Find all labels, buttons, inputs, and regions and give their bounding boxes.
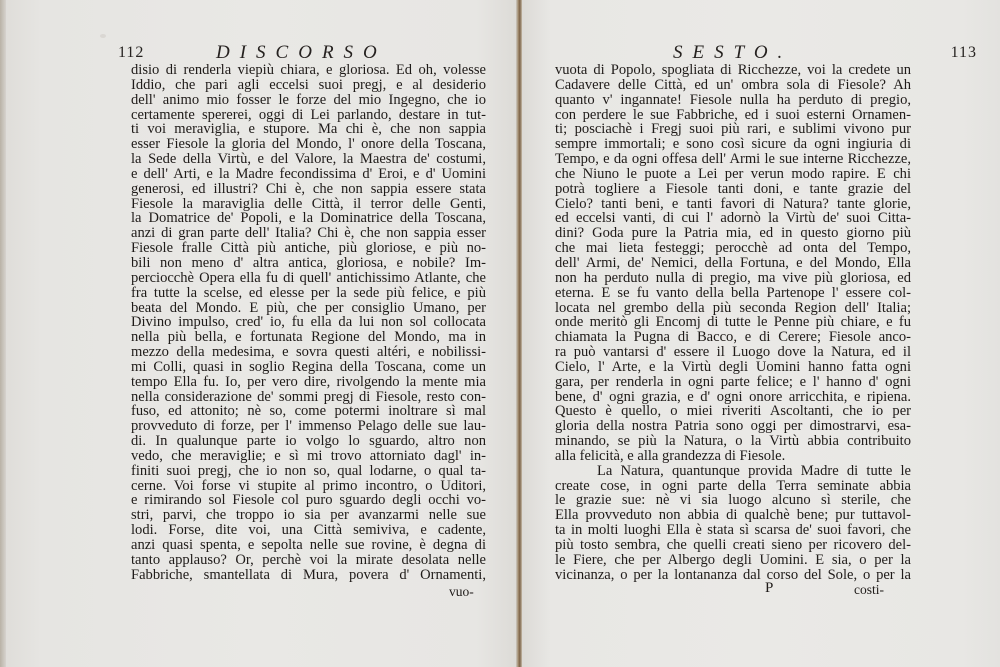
text-line: mezzo della medesima, e sovra questi altéri, e nobilissi- [131, 344, 486, 361]
text-line: gara, per renderla in ogni parte felice; e l' hanno d' ogni [555, 373, 911, 390]
text-line: ed eccelsi vanti, di cui l' adornò la Virtù de' suoi Citta- [555, 210, 911, 227]
text-line: bili non meno d' altra antica, gloriosa, e nobile? Im- [131, 254, 486, 271]
text-line: nella considerazione de' sommi pregj di Fiesole, resto con- [131, 388, 486, 405]
text-line: la Domatrice de' Popoli, e la Dominatrice della Toscana, [131, 210, 486, 227]
text-line: lodi. Forse, dite voi, una Città semiviva, e cadente, [131, 522, 486, 539]
text-line: fuso, ed attonito; nè so, come potermi inoltrare sì mal [131, 403, 486, 420]
text-line: di. In qualunque parte io volgo lo sguardo, altro non [131, 433, 486, 450]
text-line: chiamata la Pugna di Bacco, e di Cerere; Fiesole anco- [555, 329, 911, 346]
text-line: onde meritò gli Encomj di tutte le Penne più chiare, e fu [555, 314, 911, 331]
text-line: Fiesole fralle Città più antiche, più gloriose, e più no- [131, 240, 486, 257]
text-line: Cielo? tanti beni, e tanti favori di Natura? tante glorie, [555, 195, 911, 212]
text-line: e rimirando sol Fiesole col puro sguardo degli occhi vo- [131, 492, 486, 509]
page-number: 113 [950, 44, 977, 61]
text-line: Iddio, che pari agli eccelsi suoi pregj, e al desiderio [131, 76, 486, 93]
text-line: fra tutte la scelse, ed elesse per la sede più felice, e più [131, 284, 486, 301]
text-line: locata nel grembo della più seconda Region dell' Italia; [555, 299, 911, 316]
text-line: più tosto sembra, che quelli creati sieno per ricovero del- [555, 537, 911, 553]
text-line: eterna. E se fu vanto della bella Partenope l' essere col- [555, 284, 911, 301]
text-line: con perdere le sue Fabbriche, ed i suoi esterni Ornamen- [555, 106, 911, 123]
text-line: alla felicità, e alla grandezza di Fiesole. [555, 447, 786, 464]
text-line: le Fiere, che per Albergo degli Uomini. E sia, o per la [555, 551, 911, 568]
text-line: ra può vantarsi d' essere il Luogo dove la Natura, ed il [555, 344, 911, 361]
text-line: che mai lieta festeggi; perocchè ad onta del Tempo, [555, 240, 911, 257]
running-head [667, 42, 977, 62]
text-line: minando, se più la Natura, o la Virtù abbia contribuito [555, 433, 911, 450]
catchword: costi- [854, 582, 884, 597]
text-line: sempre immortali; e sono così sicure da ogni ingiuria di [555, 136, 911, 153]
running-title: SESTO. [673, 42, 793, 63]
text-line: La Natura, quantunque provida Madre di tutte le [597, 462, 911, 479]
text-line: Cadavere delle Città, ed un' ombra sola di Fiesole? Ah [555, 76, 911, 93]
text-line: generosi, ed illustri? Chi è, che non sappia essere stata [131, 180, 486, 197]
text-line: bene, d' ogni grazia, e d' ogni onore arricchita, e ripiena. [555, 388, 911, 405]
text-line: Ella provveduto non abbia di qualchè bene; pur tuttavol- [555, 507, 911, 524]
text-line: dell' Armi, de' Nemici, della Fortuna, e del Mondo, Ella [555, 254, 911, 271]
text-line: tempo Ella fu. Io, per vero dire, rivolgendo la mente mia [131, 373, 486, 390]
text-line: mi Colli, quasi in soglio Regina della Toscana, come un [131, 358, 486, 375]
text-line: create cose, in ogni parte della Terra seminate abbia [555, 477, 911, 494]
text-line: certamente spererei, oggi di Lei parlando, destare in tut- [131, 106, 486, 123]
text-line: quanto v' ingannate! Fiesole nulla ha perduto di pregio, [555, 91, 911, 108]
page-edge [0, 0, 6, 667]
right-page [522, 0, 1000, 667]
text-line: gloria della nostra Patria sono oggi per dimostrarvi, esa- [555, 418, 911, 435]
text-line: Tempo, e da ogni offesa dell' Armi le sue interne Ricchezze, [555, 151, 911, 168]
text-line: finiti suoi pregj, che io non so, qual lodarne, o qual ta- [131, 462, 486, 479]
text-line: Fabbriche, smantellata di Mura, povera d' Ornamenti, [131, 566, 486, 583]
text-line: che Niuno le puote a Lei per verun modo rapire. E chi [555, 165, 911, 182]
text-line: ti voi meraviglia, e stupore. Ma chi è, che non sappia [131, 121, 486, 138]
text-line: esser Fiesole la gloria del Mondo, l' onore della Toscana, [131, 136, 486, 153]
text-line: potrà togliere a Fiesole tanti doni, e tante grazie del [555, 180, 911, 197]
text-line: vuota di Popolo, spogliata di Ricchezze, voi la credete un [555, 62, 911, 78]
text-line: disio di renderla viepiù chiara, e gloriosa. Ed oh, volesse [131, 62, 486, 78]
text-line: e dell' Arti, e la Madre fecondissima d' Eroi, e d' Uomini [131, 165, 486, 182]
text-line: Cielo, l' Arte, e la Virtù degli Uomini hanno fatta ogni [555, 358, 911, 375]
text-line: Questo è quello, o miei riveriti Ascoltanti, che io per [555, 403, 911, 420]
text-line: vedo, che meraviglie; e sì mi trovo attorniato dagl' in- [131, 447, 486, 464]
text-line: dini? Goda pure la Patria mia, ed in questo giorno più [555, 225, 911, 242]
signature-mark: P [765, 580, 774, 596]
body-text [131, 63, 486, 583]
text-line: Fiesole la maraviglia delle Città, il terror delle Genti, [131, 195, 486, 212]
text-line: tanto applauso? Or, perchè voi la mirate desolata nelle [131, 551, 486, 568]
text-line: la Sede della Virtù, e del Valore, la Maestra de' costumi, [131, 151, 486, 168]
text-line: stri, parvi, che troppo io sia per avanzarmi nelle sue [131, 507, 486, 524]
text-line: non ha perduto nulla di pregio, ma vive più gloriosa, ed [555, 269, 911, 286]
text-line: dell' animo mio fosser le forze del mio Ingegno, che io [131, 91, 486, 108]
catchword: vuo- [449, 584, 474, 599]
body-text [555, 63, 911, 583]
text-line: nella più bella, e fortunata Regione del Mondo, ma in [131, 329, 486, 346]
text-line: vicinanza, o per la lontananza dal corso del Sole, o per la [555, 566, 911, 583]
running-head [118, 42, 488, 62]
text-line: ta in molti luoghi Ella è stata sì scarsa de' suoi favori, che [555, 522, 911, 539]
text-line: perciocchè Opera ella fu di quell' antichissimo Atlante, che [131, 269, 486, 286]
running-title: DISCORSO [216, 42, 387, 63]
text-line: beata del Mondo. E più, che per consiglio Umano, per [131, 299, 486, 316]
text-line: anzi quasi spenta, e sepolta nelle sue rovine, è degna di [131, 537, 486, 553]
paper-blemish [100, 34, 106, 38]
text-line: ti; posciachè i Fregj suoi più rari, e sublimi vivono pur [555, 121, 911, 138]
text-line: provveduto di forze, per l' immenso Pelago delle sue lau- [131, 418, 486, 435]
text-line: anzi di gran parte dell' Italia? Chi è, che non sappia esser [131, 225, 486, 242]
page-number: 112 [118, 44, 145, 61]
text-line: le grazie sue: nè vi sia luogo alcuno sì sterile, che [555, 492, 911, 509]
text-line: Divino impulso, cred' io, fu ella da lui non sol collocata [131, 314, 486, 331]
text-line: cerne. Voi forse vi stupite al primo incontro, o Uditori, [131, 477, 486, 494]
